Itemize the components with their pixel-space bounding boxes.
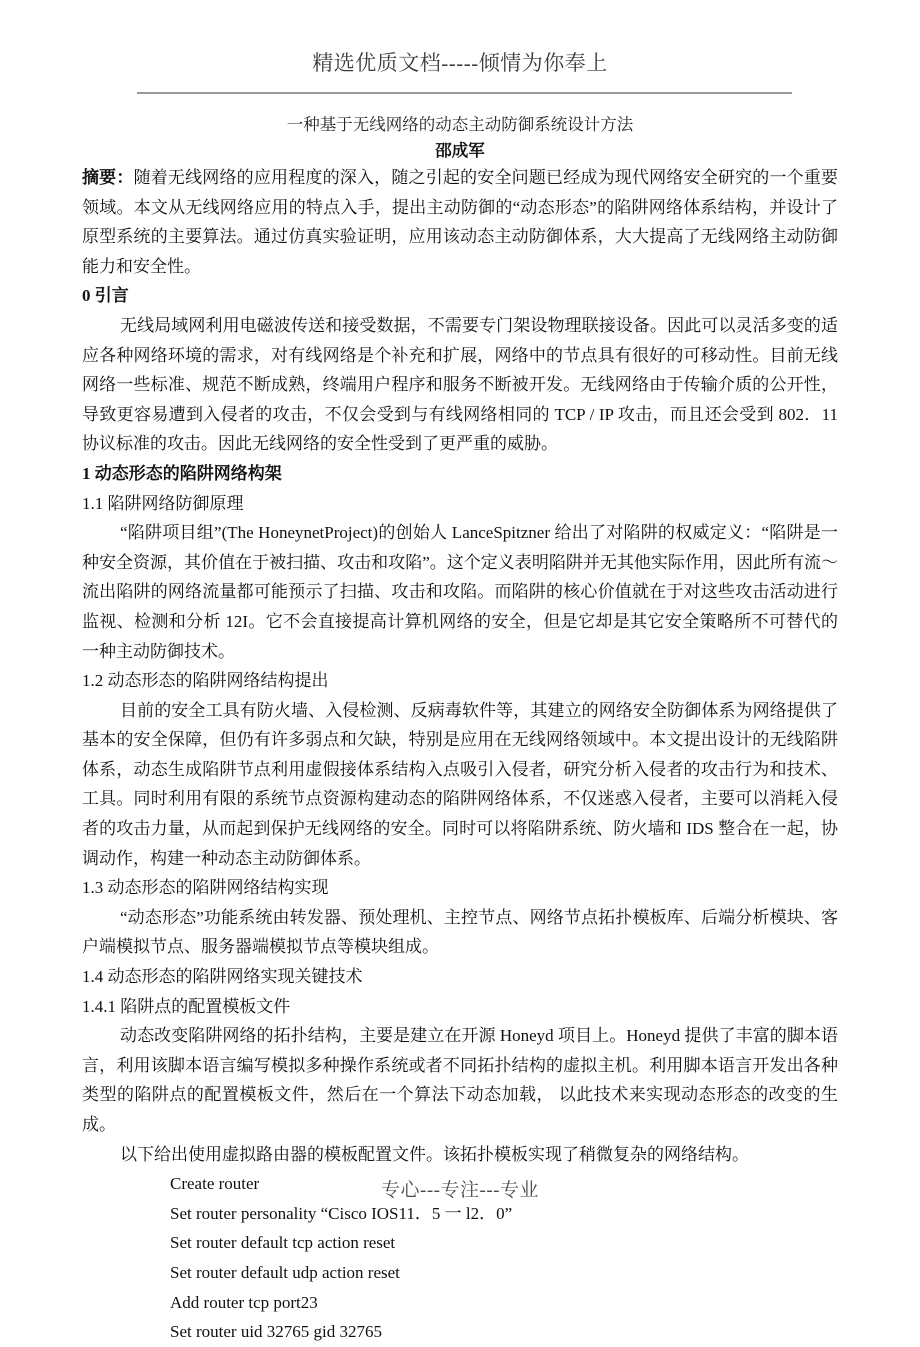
page-title: 一种基于无线网络的动态主动防御系统设计方法	[286, 115, 634, 134]
section-1-3-paragraph-0: “动态形态”功能系统由转发器、预处理机、主控节点、网络节点拓扑模板库、后端分析模块、客户端模拟节点、服务器端模拟节点等模块组成。	[82, 907, 838, 957]
section-1-4-1-paragraph-1: 以下给出使用虚拟路由器的模板配置文件。该拓扑模板实现了稍微复杂的网络结构。	[120, 1144, 749, 1164]
page-footer	[0, 1175, 920, 1202]
section-0-paragraph-0: 无线局域网利用电磁波传送和接受数据，不需要专门架设物理联接设备。因此可以灵活多变的适应各种网络环境的需求，对有线网络是个补充和扩展，网络中的节点具有很好的可移动性。目前无线网络一些标准、规范不断成熟，终端用户程序和服务不断被开发。无线网络由于传输介质的公开性，导致更容易遭到入侵者的攻击，不仅会受到与有线网络相同的 TCP / IP 攻击，而且还会受到 802．11 协议标准的攻击。因此无线网络的安全性受到了更严重的威胁。	[82, 315, 838, 454]
config-line: Set router personality “Cisco IOS11．5 一 l2．0”	[170, 1203, 513, 1223]
abstract-label: 摘要：	[82, 168, 134, 187]
section-heading-1-4: 1.4 动态形态的陷阱网络实现关键技术	[82, 967, 363, 987]
section-heading-1-1: 1.1 陷阱网络防御原理	[82, 493, 244, 513]
section-heading-1-2: 1.2 动态形态的陷阱网络结构提出	[82, 671, 329, 691]
header-divider-rule	[137, 92, 792, 94]
section-heading-1: 1 动态形态的陷阱网络构架	[82, 463, 282, 483]
author-name: 邵成军	[435, 141, 485, 160]
config-line: Set router default udp action reset	[170, 1262, 400, 1282]
section-1-2-paragraph-0: 目前的安全工具有防火墙、入侵检测、反病毒软件等，其建立的网络安全防御体系为网络提供了基本的安全保障，但仍有许多弱点和欠缺，特别是应用在无线网络领域中。本文提出设计的无线陷阱体系，动态生成陷阱节点利用虚假接体系结构入点吸引入侵者，研究分析入侵者的攻击行为和技术、工具。同时利用有限的系统节点资源构建动态的陷阱网络体系，不仅迷惑入侵者，主要可以消耗入侵者的攻击力量，从而起到保护无线网络的安全。同时可以将陷阱系统、防火墙和 IDS 整合在一起，协调动作，构建一种动态主动防御体系。	[82, 700, 838, 868]
page-header	[0, 52, 920, 75]
footer-slogan-text: 专心---专注---专业	[381, 1180, 539, 1201]
section-heading-0: 0 引言	[82, 286, 129, 306]
config-line: Set router uid 32765 gid 32765	[170, 1322, 383, 1342]
header-banner-text: 精选优质文档-----倾情为你奉上	[312, 51, 608, 75]
section-heading-1-3: 1.3 动态形态的陷阱网络结构实现	[82, 878, 329, 898]
config-line: Set router default tcp action reset	[170, 1233, 396, 1253]
config-line: Create router	[170, 1174, 260, 1194]
section-1-4-1-paragraph-0: 动态改变陷阱网络的拓扑结构，主要是建立在开源 Honeyd 项目上。Honeyd 提供了丰富的脚本语言，利用该脚本语言编写模拟多种操作系统或者不同拓扑结构的虚拟主机。利用脚本语言开发出各种类型的陷阱点的配置模板文件，然后在一个算法下动态加载， 以此技术来实现动态形态的改变的生成。	[82, 1026, 838, 1134]
document-body	[82, 112, 838, 1347]
section-heading-1-4-1: 1.4.1 陷阱点的配置模板文件	[82, 996, 291, 1016]
section-1-1-paragraph-0: “陷阱项目组”(The HoneynetProject)的创始人 LanceSpitzner 给出了对陷阱的权威定义：“陷阱是一种安全资源，其价值在于被扫描、攻击和攻陷”。这个定义表明陷阱并无其他实际作用，因此所有流～流出陷阱的网络流量都可能预示了扫描、攻击和攻陷。而陷阱的核心价值就在于对这些攻击活动进行监视、检测和分析 12I。它不会直接提高计算机网络的安全，但是它却是其它安全策略所不可替代的一种主动防御技术。	[82, 523, 838, 661]
abstract-text: 随着无线网络的应用程度的深入，随之引起的安全问题已经成为现代网络安全研究的一个重要领域。本文从无线网络应用的特点入手，提出主动防御的“动态形态”的陷阱网络体系结构，并设计了原型系统的主要算法。通过仿真实验证明，应用该动态主动防御体系，大大提高了无线网络主动防御能力和安全性。	[82, 168, 839, 276]
abstract-paragraph	[82, 163, 838, 281]
config-line: Add router tcp port23	[170, 1292, 318, 1312]
